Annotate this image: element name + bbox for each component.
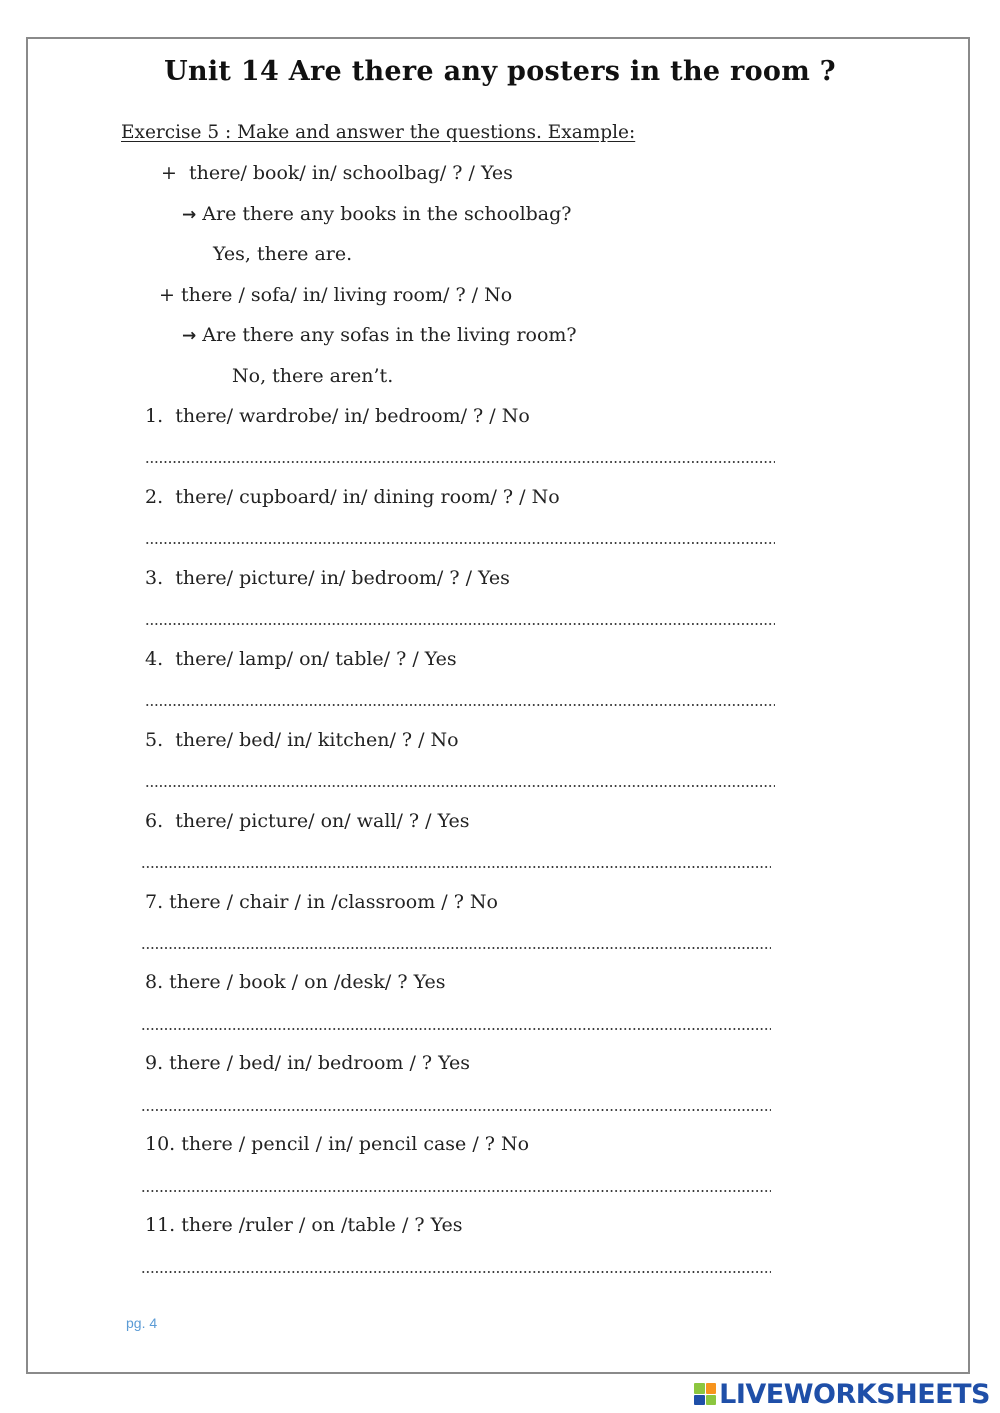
example-1-answer: Yes, there are. — [213, 243, 353, 265]
exercise-item-6: 6. there/ picture/ on/ wall/ ? / Yes — [145, 810, 470, 832]
exercise-item-8: 8. there / book / on /desk/ ? Yes — [145, 971, 446, 993]
page-title: Unit 14 Are there any posters in the room ? — [164, 56, 836, 87]
logo-text: LIVEWORKSHEETS — [719, 1378, 990, 1410]
answer-line-7[interactable] — [141, 947, 771, 949]
exercise-item-7: 7. there / chair / in /classroom / ? No — [145, 891, 498, 913]
example-1-question: Are there any books in the schoolbag? — [202, 203, 572, 225]
answer-line-11[interactable] — [141, 1271, 771, 1273]
answer-line-5[interactable] — [145, 785, 775, 787]
example-1-prompt: + there/ book/ in/ schoolbag/ ? / Yes — [161, 162, 513, 184]
answer-line-4[interactable] — [145, 704, 775, 706]
exercise-item-2: 2. there/ cupboard/ in/ dining room/ ? / No — [145, 486, 560, 508]
answer-line-8[interactable] — [141, 1028, 771, 1030]
exercise-item-9: 9. there / bed/ in/ bedroom / ? Yes — [145, 1052, 470, 1074]
exercise-item-11: 11. there /ruler / on /table / ? Yes — [145, 1214, 463, 1236]
answer-line-1[interactable] — [145, 461, 775, 463]
liveworksheets-logo-icon — [694, 1383, 716, 1405]
answer-line-2[interactable] — [145, 542, 775, 544]
page-number: pg. 4 — [126, 1315, 158, 1331]
arrow-icon: → — [182, 205, 197, 225]
exercise-item-5: 5. there/ bed/ in/ kitchen/ ? / No — [145, 729, 459, 751]
answer-line-3[interactable] — [145, 623, 775, 625]
exercise-item-4: 4. there/ lamp/ on/ table/ ? / Yes — [145, 648, 457, 670]
example-1-question-row — [182, 202, 571, 227]
example-2-question: Are there any sofas in the living room? — [202, 324, 577, 346]
exercise-item-10: 10. there / pencil / in/ pencil case / ? No — [145, 1133, 530, 1155]
example-2-prompt: + there / sofa/ in/ living room/ ? / No — [159, 284, 513, 306]
answer-line-9[interactable] — [141, 1109, 771, 1111]
exercise-instruction: Exercise 5 : Make and answer the questions. Example: — [121, 122, 636, 143]
example-2-question-row — [182, 323, 577, 348]
example-2-answer: No, there aren’t. — [232, 365, 394, 387]
liveworksheets-logo[interactable] — [694, 1378, 990, 1410]
answer-line-10[interactable] — [141, 1190, 771, 1192]
exercise-item-3: 3. there/ picture/ in/ bedroom/ ? / Yes — [145, 567, 510, 589]
exercise-item-1: 1. there/ wardrobe/ in/ bedroom/ ? / No — [145, 405, 530, 427]
arrow-icon: → — [182, 326, 197, 346]
answer-line-6[interactable] — [141, 866, 771, 868]
